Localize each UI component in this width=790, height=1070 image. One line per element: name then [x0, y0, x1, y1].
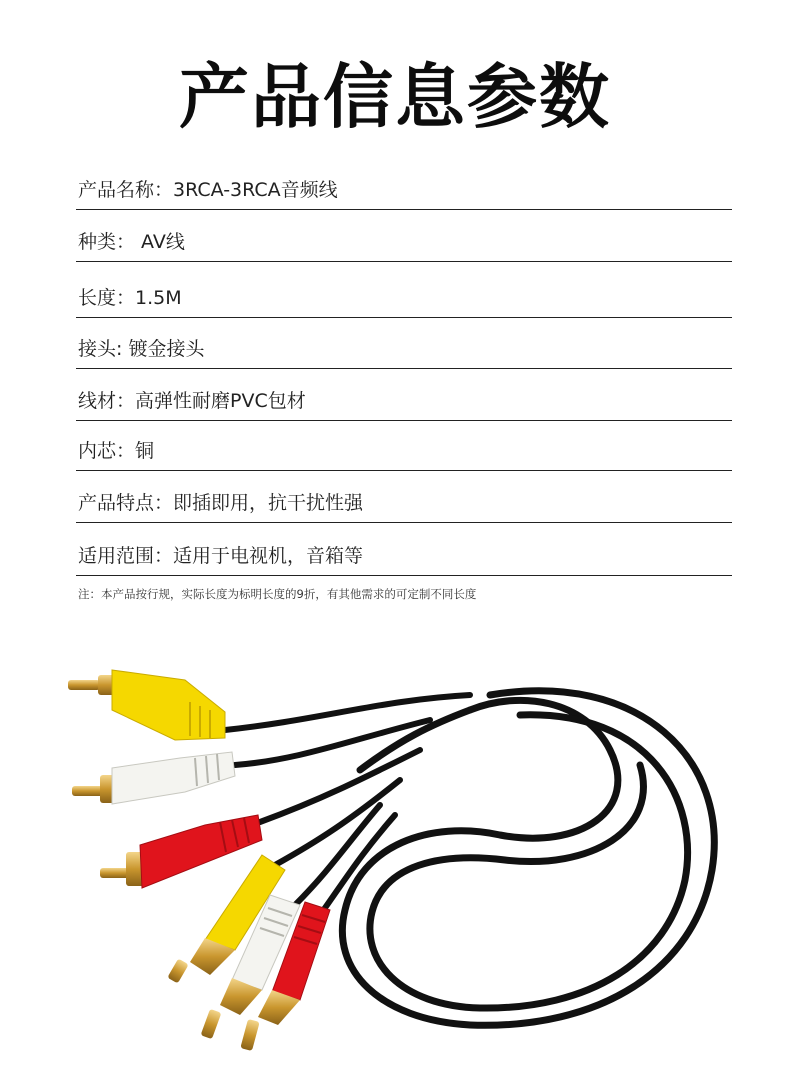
spec-application: 适用范围：适用于电视机，音箱等: [78, 545, 364, 567]
spec-row-material: [76, 368, 732, 421]
spec-features: 产品特点：即插即用，抗干扰性强: [78, 492, 364, 514]
spec-row-connector: [76, 317, 732, 369]
length-note: 注：本产品按行规，实际长度为标明长度的9折，有其他需求的可定制不同长度: [78, 587, 477, 601]
spec-connector: 接头: 镀金接头: [78, 338, 205, 360]
spec-material: 线材：高弹性耐磨PVC包材: [78, 390, 306, 412]
spec-row-product-name: [76, 170, 732, 210]
cable-coil: [342, 691, 714, 1025]
yellow-plug-left: [68, 670, 225, 740]
cable-product-photo: [0, 640, 790, 1070]
spec-row-type: [76, 209, 732, 262]
page-title: 产品信息参数: [179, 56, 611, 138]
spec-type: 种类： AV线: [78, 231, 185, 253]
white-plug-left: [72, 752, 235, 804]
spec-row-core: [76, 420, 732, 471]
spec-row-length: [76, 261, 732, 318]
spec-row-features: [76, 470, 732, 523]
spec-product-name: 产品名称：3RCA-3RCA音频线: [78, 179, 338, 201]
red-plug-left: [100, 815, 262, 888]
spec-core: 内芯：铜: [78, 440, 155, 462]
spec-row-application: [76, 522, 732, 576]
spec-length: 长度：1.5M: [78, 287, 182, 309]
